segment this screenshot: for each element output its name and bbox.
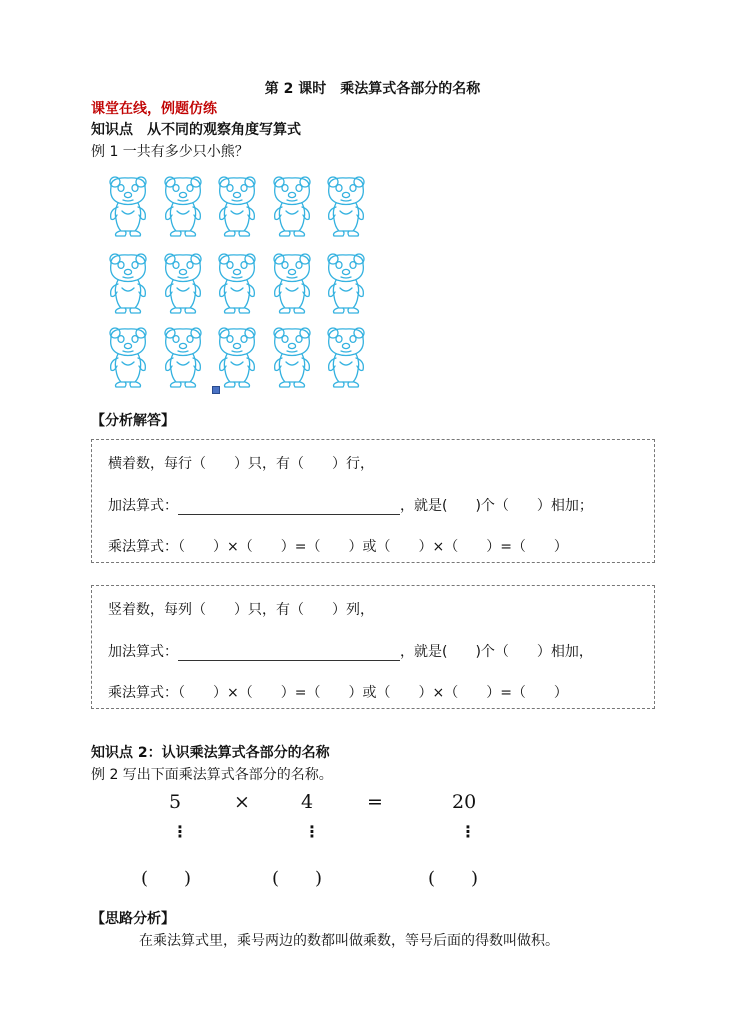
factor-a: 5	[169, 791, 182, 813]
box1-line2	[108, 495, 593, 515]
analysis-box-rows	[91, 439, 655, 563]
bear-icon	[106, 252, 150, 314]
analysis-heading: 【分析解答】	[91, 413, 175, 429]
vdots-b: ⋮	[304, 822, 320, 841]
bear-icon	[161, 175, 205, 237]
bear-icon	[215, 175, 259, 237]
factor-b: 4	[301, 791, 314, 813]
bear-icon	[215, 326, 259, 388]
box1-line3: 乘法算式：（ ）×（ ）=（ ）或（ ）×（ ）=（ ）	[108, 539, 568, 555]
vdots-c: ⋮	[460, 822, 476, 841]
bear-icon	[270, 252, 314, 314]
box2-line2	[108, 641, 593, 661]
box1-line2-prefix: 加法算式：	[108, 498, 178, 514]
answer-blank-b[interactable]: ( )	[272, 868, 323, 889]
bear-icon	[324, 175, 368, 237]
thinking-text: 在乘法算式里，乘号两边的数都叫做乘数，等号后面的得数叫做积。	[139, 933, 559, 949]
bear-icon	[270, 326, 314, 388]
bear-icon	[270, 175, 314, 237]
knowledge-point-2: 知识点 2：认识乘法算式各部分的名称	[91, 745, 330, 761]
bear-icon	[324, 326, 368, 388]
box2-addition-blank[interactable]	[178, 646, 400, 661]
bear-icon	[106, 326, 150, 388]
analysis-box-columns	[91, 585, 655, 709]
box2-line2-prefix: 加法算式：	[108, 644, 178, 660]
bear-icon	[161, 326, 205, 388]
box1-line2-suffix: ，就是( )个（ ）相加；	[400, 498, 593, 514]
bear-icon	[324, 252, 368, 314]
box2-line3: 乘法算式：（ ）×（ ）=（ ）或（ ）×（ ）=（ ）	[108, 685, 568, 701]
box2-line1: 竖着数，每列（ ）只，有（ ）列，	[108, 602, 374, 618]
times-sign: ×	[234, 791, 250, 813]
bear-icon	[106, 175, 150, 237]
bear-icon	[215, 252, 259, 314]
product: 20	[452, 791, 477, 813]
answer-blank-c[interactable]: ( )	[428, 868, 479, 889]
example-2: 例 2 写出下面乘法算式各部分的名称。	[91, 767, 333, 783]
equals-sign: =	[367, 791, 383, 813]
box1-line1: 横着数，每行（ ）只，有（ ）行，	[108, 456, 374, 472]
knowledge-point-1: 知识点 从不同的观察角度写算式	[91, 122, 301, 138]
thinking-heading: 【思路分析】	[91, 911, 175, 927]
section-heading: 课堂在线，例题仿练	[91, 101, 217, 117]
vdots-a: ⋮	[172, 822, 188, 841]
bear-icon	[161, 252, 205, 314]
resize-handle[interactable]	[212, 386, 220, 394]
box2-line2-suffix: ，就是( )个（ ）相加，	[400, 644, 593, 660]
page-title: 第 2 课时 乘法算式各部分的名称	[264, 81, 481, 97]
box1-addition-blank[interactable]	[178, 500, 400, 515]
answer-blank-a[interactable]: ( )	[141, 868, 192, 889]
example-1: 例 1 一共有多少只小熊？	[91, 144, 249, 160]
